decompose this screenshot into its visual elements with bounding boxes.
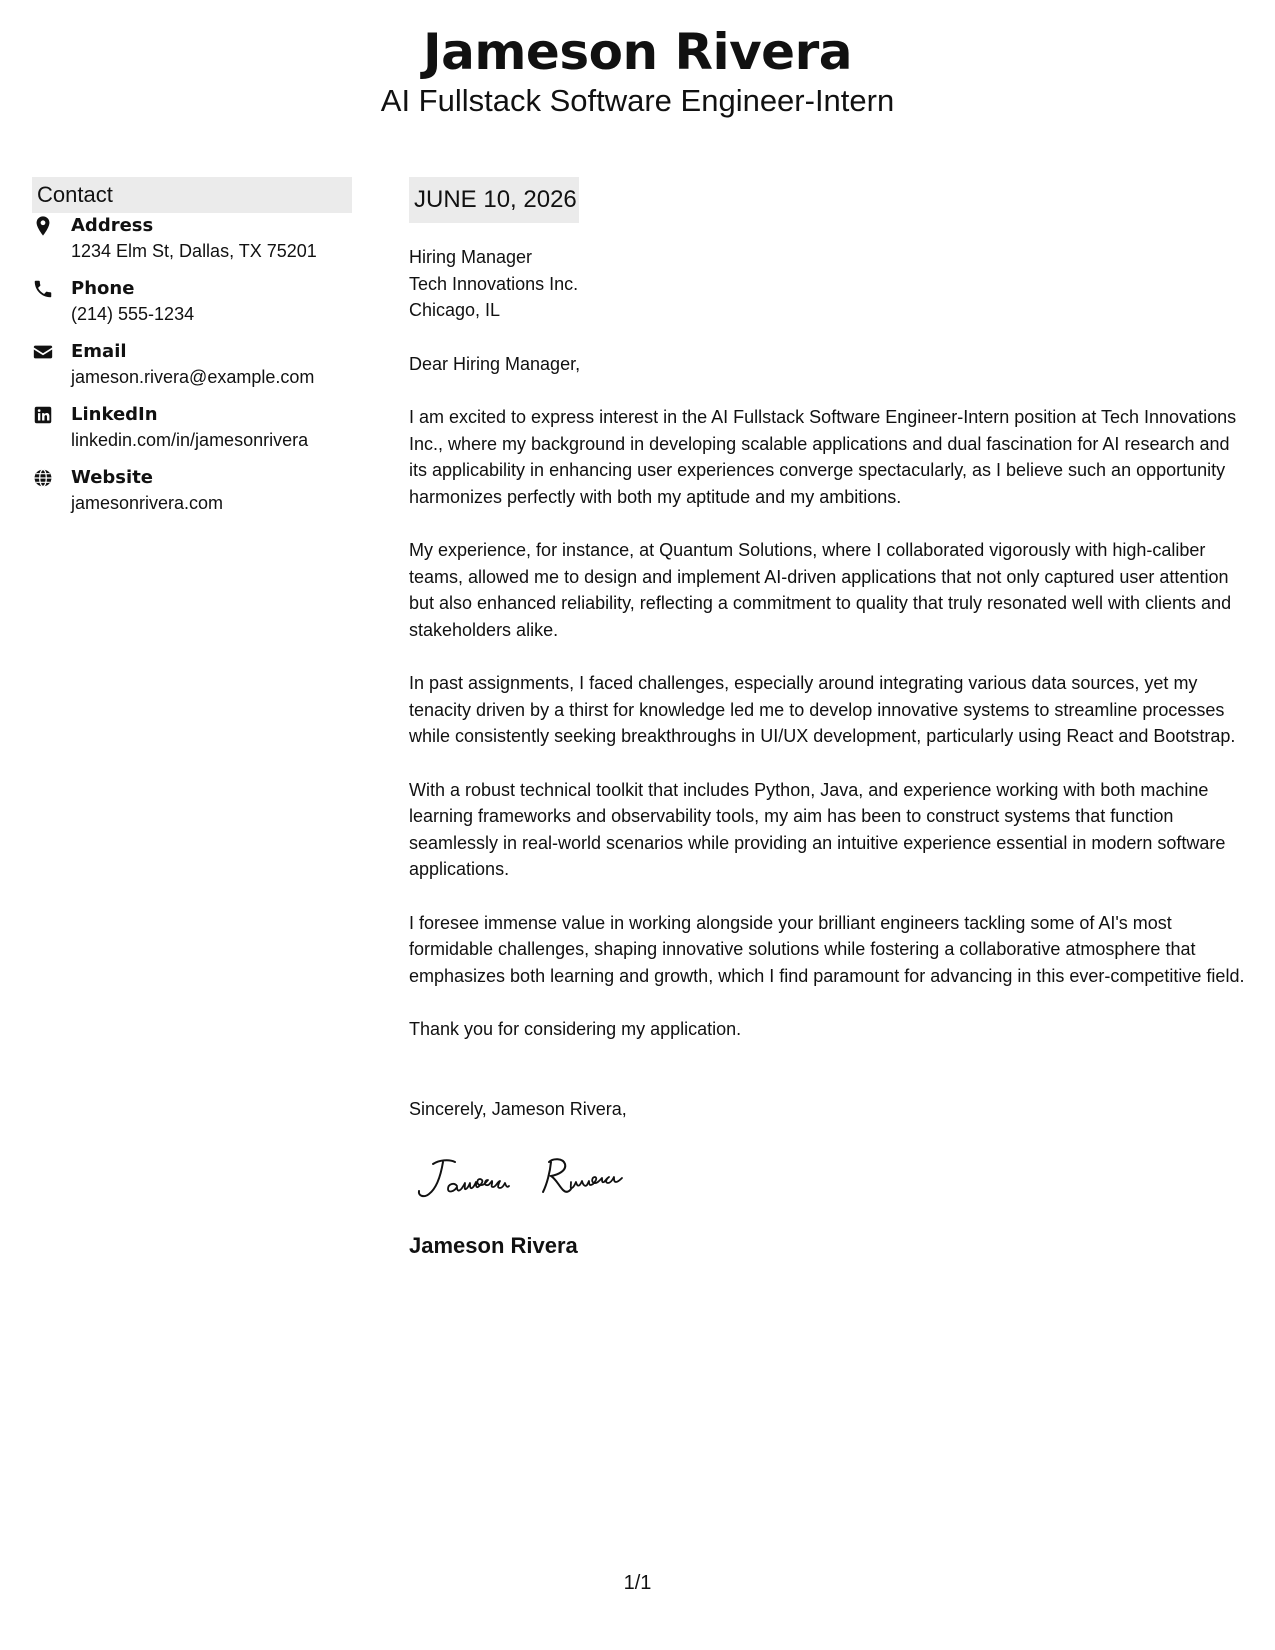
- contact-label: Phone: [71, 278, 135, 299]
- applicant-role: AI Fullstack Software Engineer-Intern: [380, 83, 895, 118]
- letter-paragraph: My experience, for instance, at Quantum Solutions, where I collaborated vigorously with high-caliber teams, allowed me to design and implement AI-driven applications that not only captured user attention but also enhanced reliability, reflecting a commitment to quality that truly resonated well with clients and stakeholders alike.: [409, 540, 1232, 640]
- map-pin-icon: [32, 215, 54, 237]
- globe-icon: [32, 467, 54, 489]
- contact-value: 1234 Elm St, Dallas, TX 75201: [71, 241, 317, 261]
- contact-value: jamesonrivera.com: [71, 493, 224, 513]
- letter-header: [0, 22, 1275, 120]
- contact-label: Website: [71, 467, 154, 488]
- contact-sidebar: [32, 177, 352, 528]
- letter-body: [409, 177, 1249, 1260]
- signer-name: Jameson Rivera: [409, 1233, 578, 1258]
- page-number: 1/1: [623, 1572, 652, 1594]
- contact-heading: Contact: [32, 177, 352, 213]
- contact-item-email: [32, 339, 352, 402]
- contact-item-website: [32, 465, 352, 528]
- contact-label: Email: [71, 341, 127, 362]
- contact-value: (214) 555-1234: [71, 304, 195, 324]
- linkedin-icon: [32, 404, 54, 426]
- applicant-name: Jameson Rivera: [422, 23, 852, 81]
- letter-paragraph: In past assignments, I faced challenges, especially around integrating various data sources, yet my tenacity driven by a thirst for knowledge led me to develop innovative systems to streamline processes while consistently seeking breakthroughs in UI/UX development, particularly using React and Bootstrap.: [409, 673, 1236, 746]
- contact-label: LinkedIn: [71, 404, 158, 425]
- envelope-icon: [32, 341, 54, 363]
- recipient-line: Tech Innovations Inc.: [409, 273, 579, 294]
- recipient-line: Chicago, IL: [409, 300, 501, 320]
- contact-item-linkedin: [32, 402, 352, 465]
- contact-value: jameson.rivera@example.com: [71, 367, 315, 387]
- contact-label: Address: [71, 215, 154, 236]
- recipient-block: [409, 244, 1249, 324]
- letter-paragraph: I am excited to express interest in the AI Fullstack Software Engineer-Intern position at Tech Innovations Inc., where my background in developing scalable applications and dual fascination for AI research and its applicability in enhancing user experiences converge spectacularly, as I believe such an opportunity harmonizes perfectly with both my aptitude and my ambitions.: [409, 407, 1237, 507]
- contact-item-address: [32, 213, 352, 276]
- letter-paragraph: I foresee immense value in working alongside your brilliant engineers tackling some of AI's most formidable challenges, shaping innovative solutions while fostering a collaborative atmosphere that emphasizes both learning and growth, which I find paramount for advancing in this ever-competitive field.: [409, 912, 1245, 986]
- signature-image: [409, 1146, 669, 1212]
- signature: [409, 1146, 1249, 1212]
- contact-item-phone: [32, 276, 352, 339]
- letter-date: JUNE 10, 2026: [409, 177, 579, 223]
- salutation: Dear Hiring Manager,: [409, 353, 581, 374]
- contact-value: linkedin.com/in/jamesonrivera: [71, 430, 309, 450]
- letter-paragraph: With a robust technical toolkit that includes Python, Java, and experience working with both machine learning frameworks and observability tools, my aim has been to construct systems that function seamlessly in real-world scenarios while providing an intuitive experience essential in modern software applications.: [409, 779, 1226, 879]
- phone-icon: [32, 278, 54, 300]
- recipient-line: Hiring Manager: [409, 247, 533, 267]
- closing-line: Sincerely, Jameson Rivera,: [409, 1098, 627, 1119]
- letter-paragraph: Thank you for considering my application.: [409, 1019, 742, 1039]
